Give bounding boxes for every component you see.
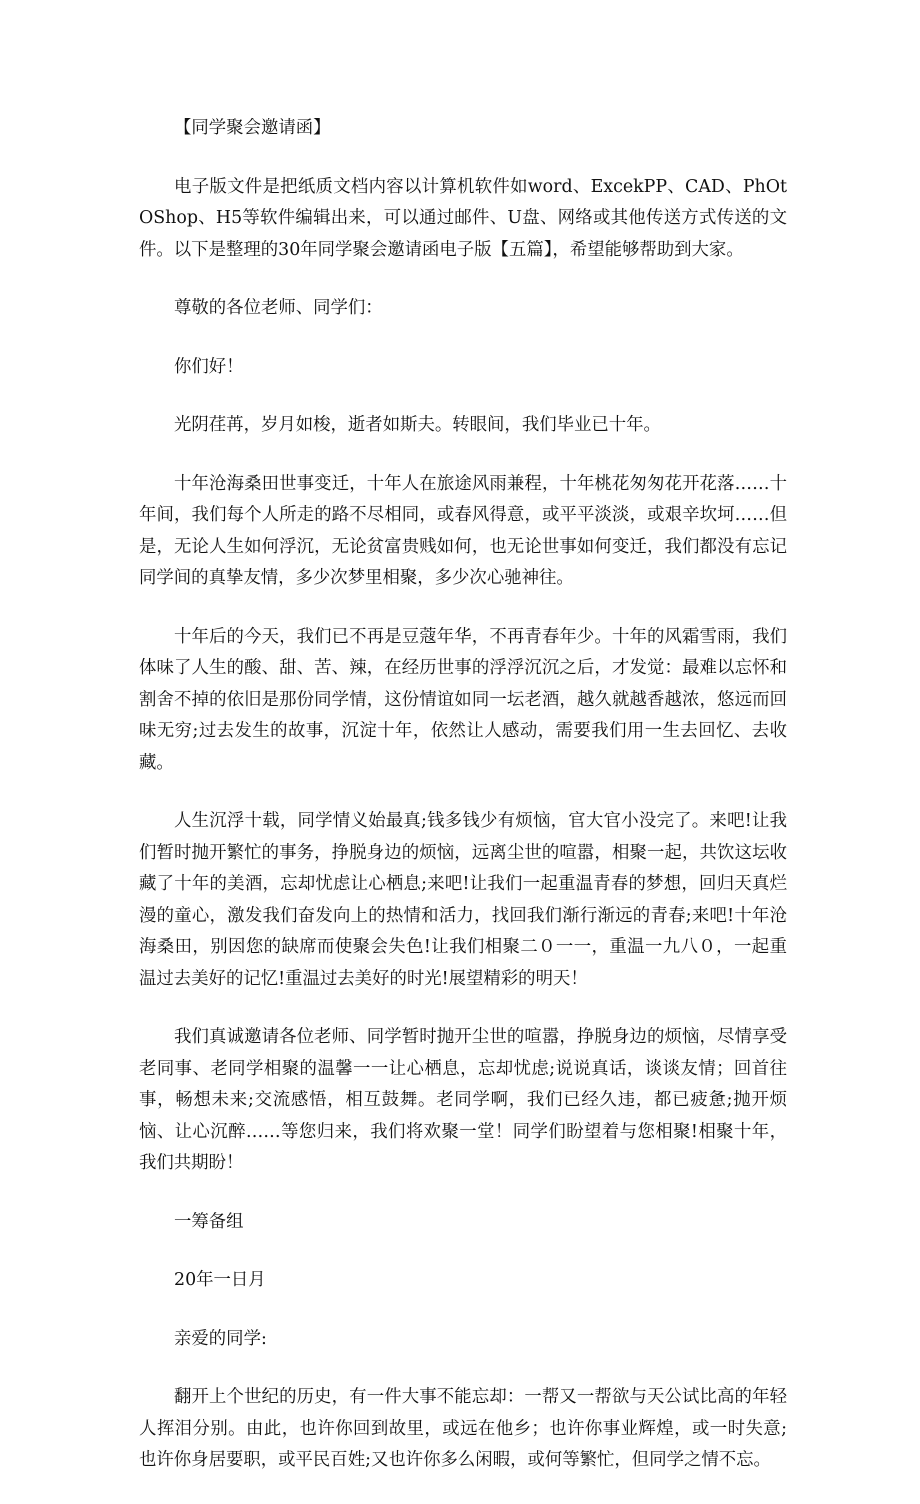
paragraph-6: 翻开上个世纪的历史，有一件大事不能忘却：一帮又一帮欲与天公试比高的年轻人挥泪分别。由此，也许你回到故里，或远在他乡；也许你事业辉煌，或一时失意;也许你身居要职，或平民百姓;又也许你多么闲暇，或何等繁忙，但同学之情不忘。: [139, 1387, 787, 1470]
document-body: [139, 113, 787, 1504]
salutation-2: 亲爱的同学:: [174, 1328, 267, 1349]
paragraph-2: 十年沧海桑田世事变迁，十年人在旅途风雨兼程，十年桃花匆匆花开花落……十年间，我们每个人所走的路不尽相同，或春风得意，或平平淡淡，或艰辛坎坷……但是，无论人生如何浮沉，无论贫富贵贱如何，也无论世事如何变迁，我们都没有忘记同学间的真挚友情，多少次梦里相聚，多少次心驰神往。: [139, 473, 787, 588]
paragraph-5: 我们真诚邀请各位老师、同学暂时抛开尘世的喧嚣，挣脱身边的烦恼，尽情享受老同事、老同学相聚的温馨一一让心栖息，忘却忧虑;说说真话，谈谈友情；回首往事，畅想未来;交流感悟，相互鼓舞。老同学啊，我们已经久违，都已疲惫;抛开烦恼、让心沉醉……等您归来，我们将欢聚一堂！同学们盼望着与您相聚!相聚十年，我们共期盼！: [139, 1027, 787, 1173]
paragraph-1: 光阴荏苒，岁月如梭，逝者如斯夫。转眼间，我们毕业已十年。: [174, 415, 661, 435]
document-title: 【同学聚会邀请函】: [174, 118, 331, 138]
greeting: 你们好！: [174, 356, 244, 377]
signature: 一筹备组: [174, 1211, 244, 1232]
date-line: 20年一日月: [174, 1270, 266, 1290]
paragraph-3: 十年后的今天，我们已不再是豆蔻年华，不再青春年少。十年的风霜雪雨，我们体味了人生的酸、甜、苦、辣，在经历世事的浮浮沉沉之后，才发觉：最难以忘怀和割舍不掉的依旧是那份同学情，这份情谊如同一坛老酒，越久就越香越浓，悠远而回味无穷;过去发生的故事，沉淀十年，依然让人感动，需要我们用一生去回忆、去收藏。: [139, 626, 787, 773]
intro-paragraph: 电子版文件是把纸质文档内容以计算机软件如word、ExcekPP、CAD、PhOtOShop、H5等软件编辑出来，可以通过邮件、U盘、网络或其他传送方式传送的文件。以下是整理的30年同学聚会邀请函电子版【五篇】，希望能够帮助到大家。: [139, 176, 787, 260]
salutation: 尊敬的各位老师、同学们：: [174, 298, 383, 318]
paragraph-4: 人生沉浮十载，同学情义始最真;钱多钱少有烦恼，官大官小没完了。来吧!让我们暂时抛开繁忙的事务，挣脱身边的烦恼，远离尘世的喧嚣，相聚一起，共饮这坛收藏了十年的美酒，忘却忧虑让心栖息;来吧!让我们一起重温青春的梦想，回归天真烂漫的童心，激发我们奋发向上的热情和活力，找回我们渐行渐远的青春;来吧!十年沧海桑田，别因您的缺席而使聚会失色!让我们相聚二０一一，重温一九八０，一起重温过去美好的记忆!重温过去美好的时光!展望精彩的明天！: [139, 811, 787, 989]
